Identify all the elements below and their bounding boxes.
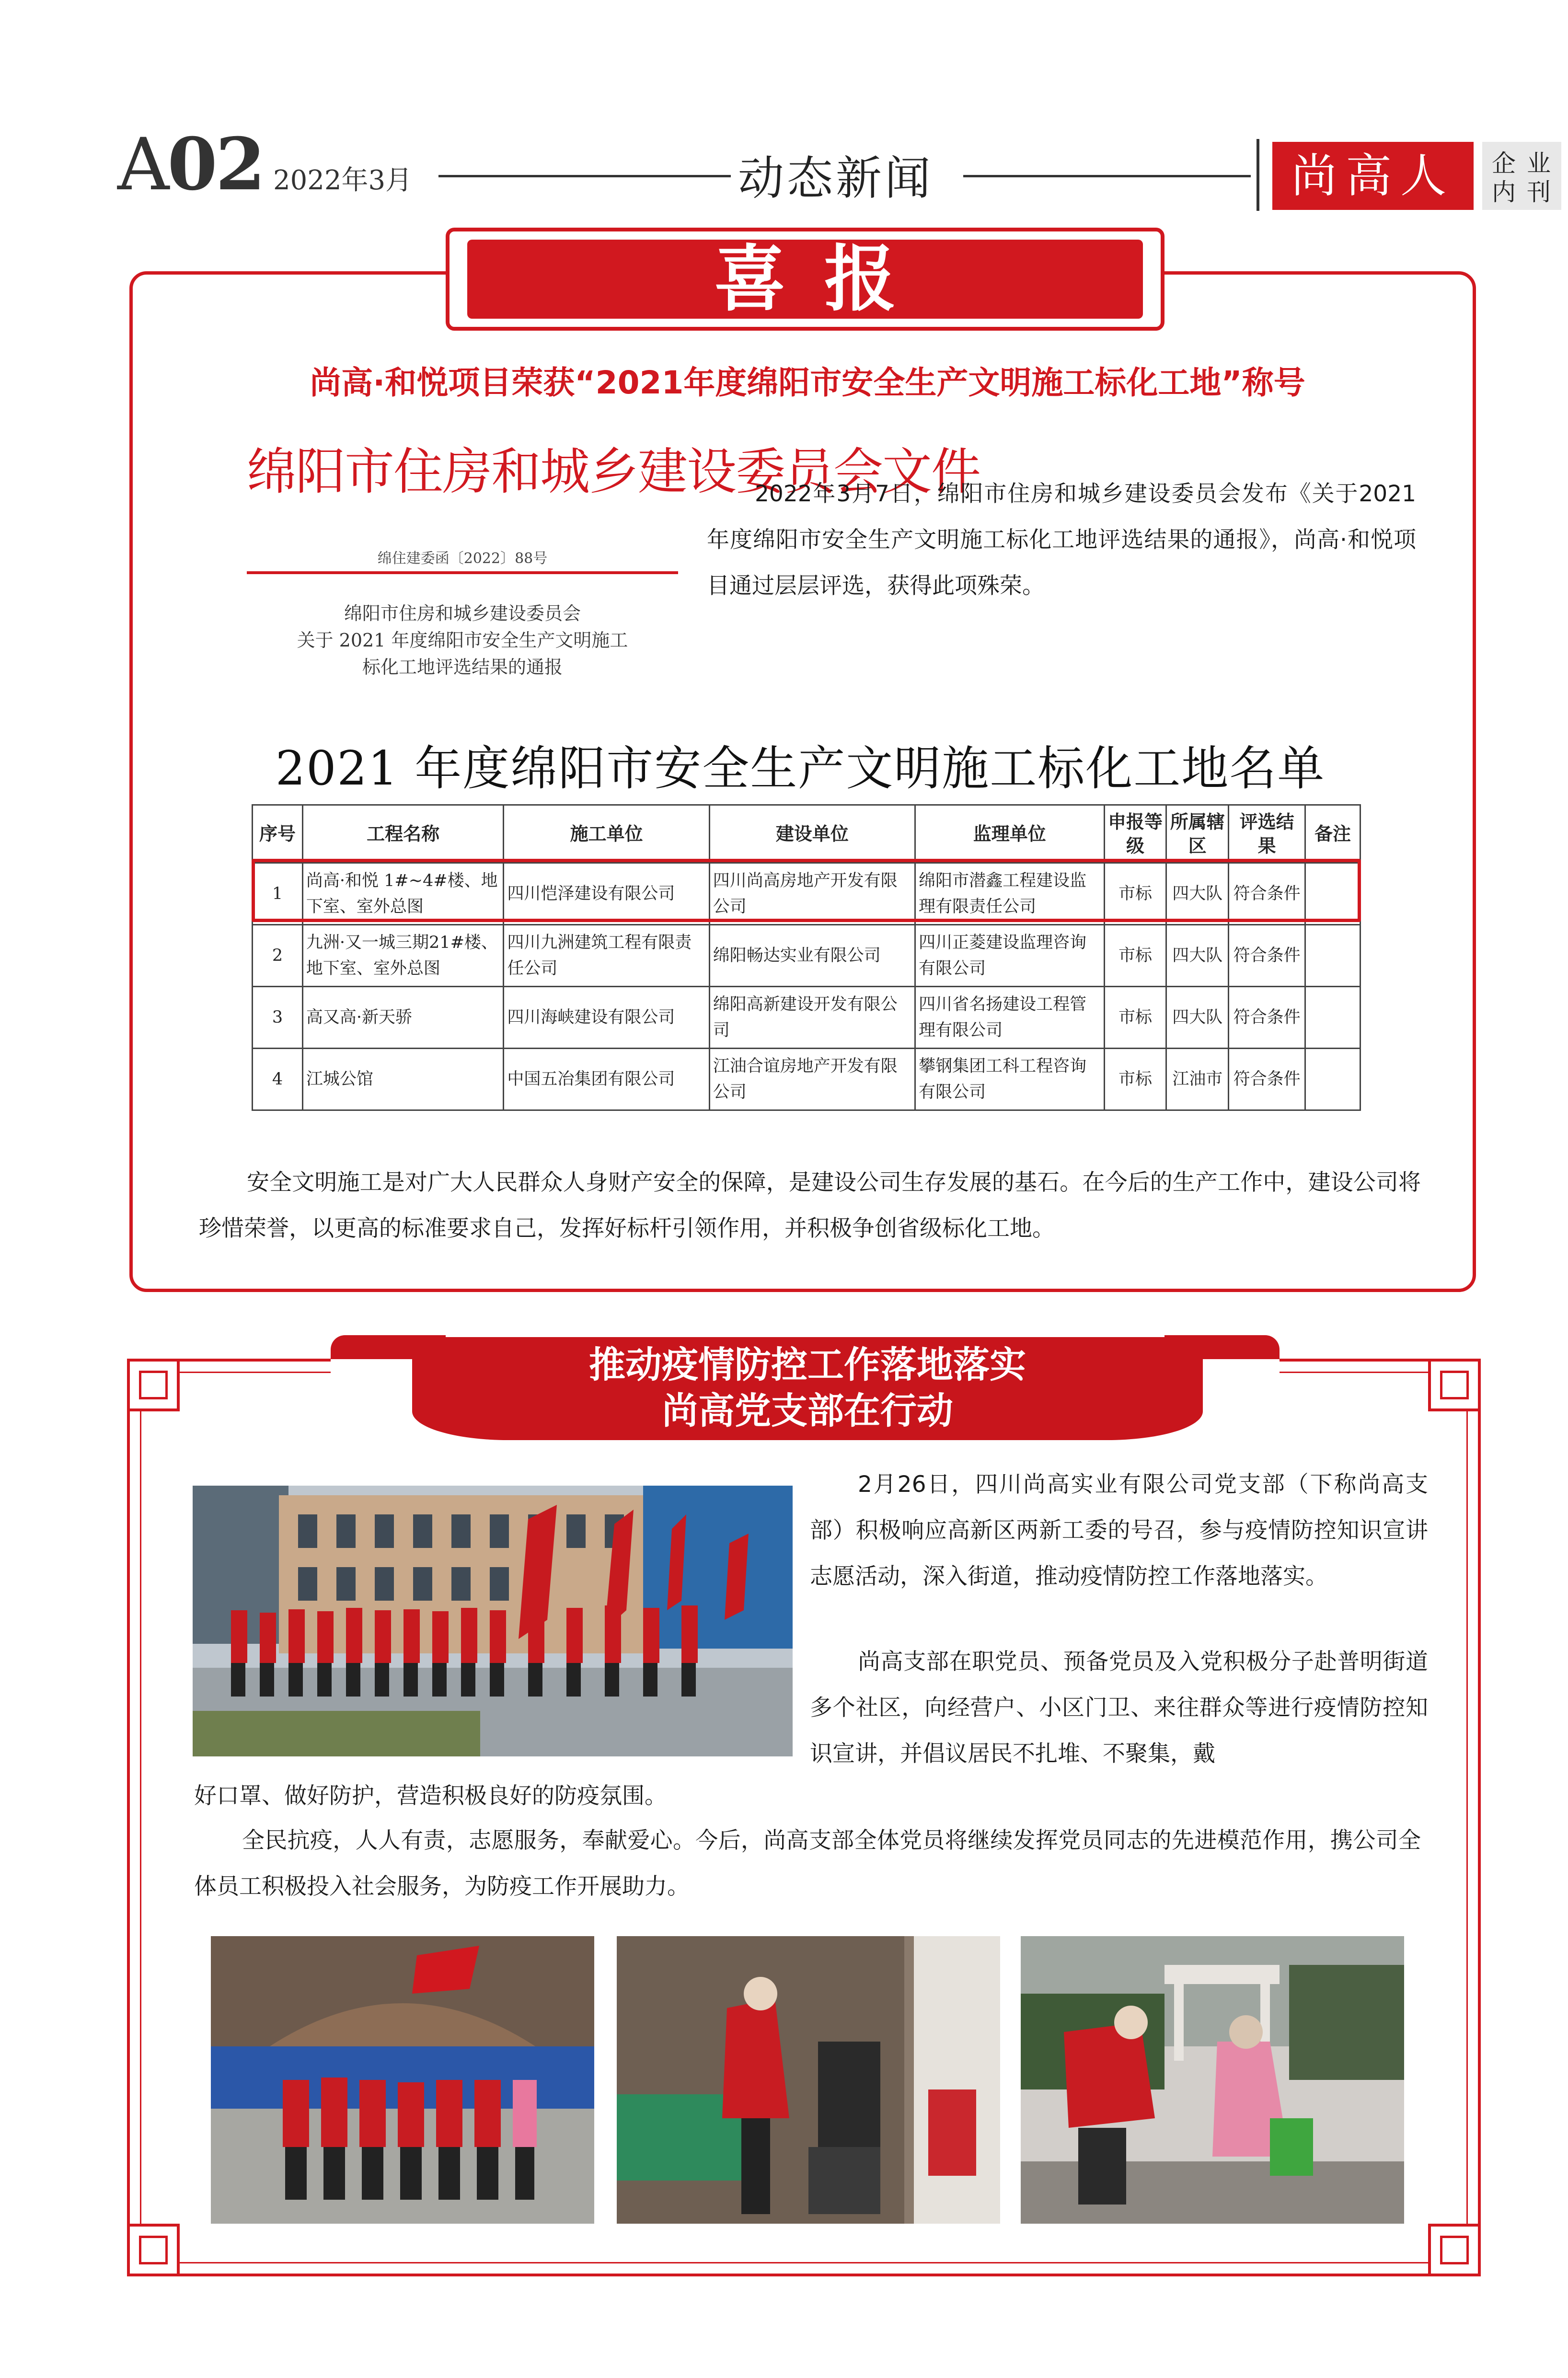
table-row [253,925,1360,987]
header-divider [1257,139,1259,211]
table-cell: 四川正菱建设监理咨询有限公司 [915,925,1104,987]
svg-text:业: 业 [1527,150,1551,177]
newsletter-logo [1482,142,1561,210]
news1-headline: 尚高·和悦项目荣获“2021年度绵阳市安全生产文明施工标化工地”称号 [310,364,1305,401]
page-number: A02 [117,122,264,207]
table-cell: 四川省名扬建设工程管理有限公司 [915,987,1104,1049]
header-rule-left [438,175,731,177]
table-cell: 江城公馆 [302,1049,504,1110]
table-header-cell: 所属辖区 [1166,805,1229,863]
table-cell: 四大队 [1166,925,1229,987]
news2-para3: 全民抗疫，人人有责，志愿服务，奉献爱心。今后，尚高支部全体党员将继续发挥党员同志的先进模范作用，携公司全体员工积极投入社会服务，为防疫工作开展助力。 [194,1827,1421,1900]
table-cell: 1 [253,863,303,925]
table-cell: 市标 [1104,1049,1166,1110]
table-row [253,1049,1360,1110]
table-header-cell: 申报等级 [1104,805,1166,863]
street-outreach-photo [1021,1936,1404,2224]
news1-closing: 安全文明施工是对广大人民群众人身财产安全的保障，是建设公司生存发展的基石。在今后的生产工作中，建设公司将珍惜荣誉，以更高的标准要求自己，发挥好标杆引领作用，并积极争创省级标化工地。 [199,1169,1421,1242]
table-cell: 3 [253,987,303,1049]
table-row [253,987,1360,1049]
news1-intro: 2022年3月7日，绵阳市住房和城乡建设委员会发布《关于2021 年度绵阳市安全生产文明施工标化工地评选结果的通报》，尚高·和悦项目通过层层评选，获得此项殊荣。 [707,481,1416,599]
table-cell: 四大队 [1166,987,1229,1049]
table-cell: 符合条件 [1229,1049,1305,1110]
brand-badge: 尚高人 [1272,142,1474,210]
news2-para2-cont: 好口罩、做好防护，营造积极良好的防疫氛围。 [194,1783,667,1809]
table-cell: 绵阳高新建设开发有限公司 [709,987,915,1049]
table-cell: 符合条件 [1229,925,1305,987]
table-cell [1305,1049,1360,1110]
table-cell: 九洲·又一城三期21#楼、地下室、室外总图 [302,925,504,987]
table-cell [1305,925,1360,987]
table-header-cell: 序号 [253,805,303,863]
newsletter-logo-mark [1482,142,1561,210]
table-cell: 绵阳市潜鑫工程建设监理有限责任公司 [915,863,1104,925]
svg-text:企: 企 [1492,150,1516,177]
news1-banner-title: 喜报 [714,237,934,321]
table-cell: 市标 [1104,987,1166,1049]
table-header-cell: 施工单位 [504,805,709,863]
table-header-cell: 备注 [1305,805,1360,863]
table-cell: 四川恺泽建设有限公司 [504,863,709,925]
award-table-title: 2021 年度绵阳市安全生产文明施工标化工地名单 [275,741,1326,796]
corner-ornament-inner [1440,2236,1469,2264]
table-cell: 四川海峡建设有限公司 [504,987,709,1049]
volunteers-rally-photo [193,1486,793,1756]
table-cell: 绵阳畅达实业有限公司 [709,925,915,987]
table-cell: 符合条件 [1229,987,1305,1049]
news2-title-line: 推动疫情防控工作落地落实 [589,1343,1026,1386]
table-header-row [253,805,1360,863]
doc-subtitle-line: 关于 2021 年度绵阳市安全生产文明施工 [297,630,628,651]
table-cell: 尚高·和悦 1#~4#楼、地下室、室外总图 [302,863,504,925]
issue-date: 2022年3月 [273,165,413,196]
news2-banner-title [412,1342,1203,1434]
doc-subtitle-line: 标化工地评选结果的通报 [362,657,563,678]
table-cell: 4 [253,1049,303,1110]
award-table [252,804,1361,1111]
news2-title-line: 尚高党支部在行动 [662,1389,953,1432]
table-cell: 中国五冶集团有限公司 [504,1049,709,1110]
corner-ornament-inner [1440,1371,1469,1399]
highlight-row-marker [252,859,1361,922]
svg-text:刊: 刊 [1527,178,1551,206]
svg-text:内: 内 [1492,178,1516,206]
doc-subtitle [247,600,678,681]
doc-number: 绵住建委函〔2022〕88号 [377,550,548,567]
doc-subtitle-line: 绵阳市住房和城乡建设委员会 [344,603,581,624]
table-header-cell: 建设单位 [709,805,915,863]
news2-para1: 2月26日，四川尚高实业有限公司党支部（下称尚高支部）积极响应高新区两新工委的号召，参与疫情防控知识宣讲志愿活动，深入街道，推动疫情防控工作落地落实。 [810,1471,1428,1590]
table-cell: 江油市 [1166,1049,1229,1110]
indoor-outreach-photo [617,1936,1000,2224]
table-header-cell: 监理单位 [915,805,1104,863]
section-title: 动态新闻 [738,151,934,205]
table-cell: 市标 [1104,925,1166,987]
table-cell: 四大队 [1166,863,1229,925]
corner-ornament-inner [139,2236,168,2264]
table-cell: 四川尚高房地产开发有限公司 [709,863,915,925]
corner-ornament-inner [139,1371,168,1399]
table-cell: 攀钢集团工科工程咨询有限公司 [915,1049,1104,1110]
table-cell [1305,987,1360,1049]
volunteer-group-photo [211,1936,594,2224]
header-rule-right [963,175,1251,177]
table-header-cell: 评选结果 [1229,805,1305,863]
doc-red-rule [247,571,678,574]
table-cell: 2 [253,925,303,987]
table-cell: 符合条件 [1229,863,1305,925]
table-cell: 四川九洲建筑工程有限责任公司 [504,925,709,987]
doc-issuer-heading: 绵阳市住房和城乡建设委员会文件 [247,442,980,501]
news2-para2: 尚高支部在职党员、预备党员及入党积极分子赴普明街道多个社区，向经营户、小区门卫、来往群众等进行疫情防控知识宣讲，并倡议居民不扎堆、不聚集，戴 [810,1649,1428,1767]
table-cell: 市标 [1104,863,1166,925]
table-cell: 江油合谊房地产开发有限公司 [709,1049,915,1110]
table-cell: 高又高·新天骄 [302,987,504,1049]
table-header-cell: 工程名称 [302,805,504,863]
